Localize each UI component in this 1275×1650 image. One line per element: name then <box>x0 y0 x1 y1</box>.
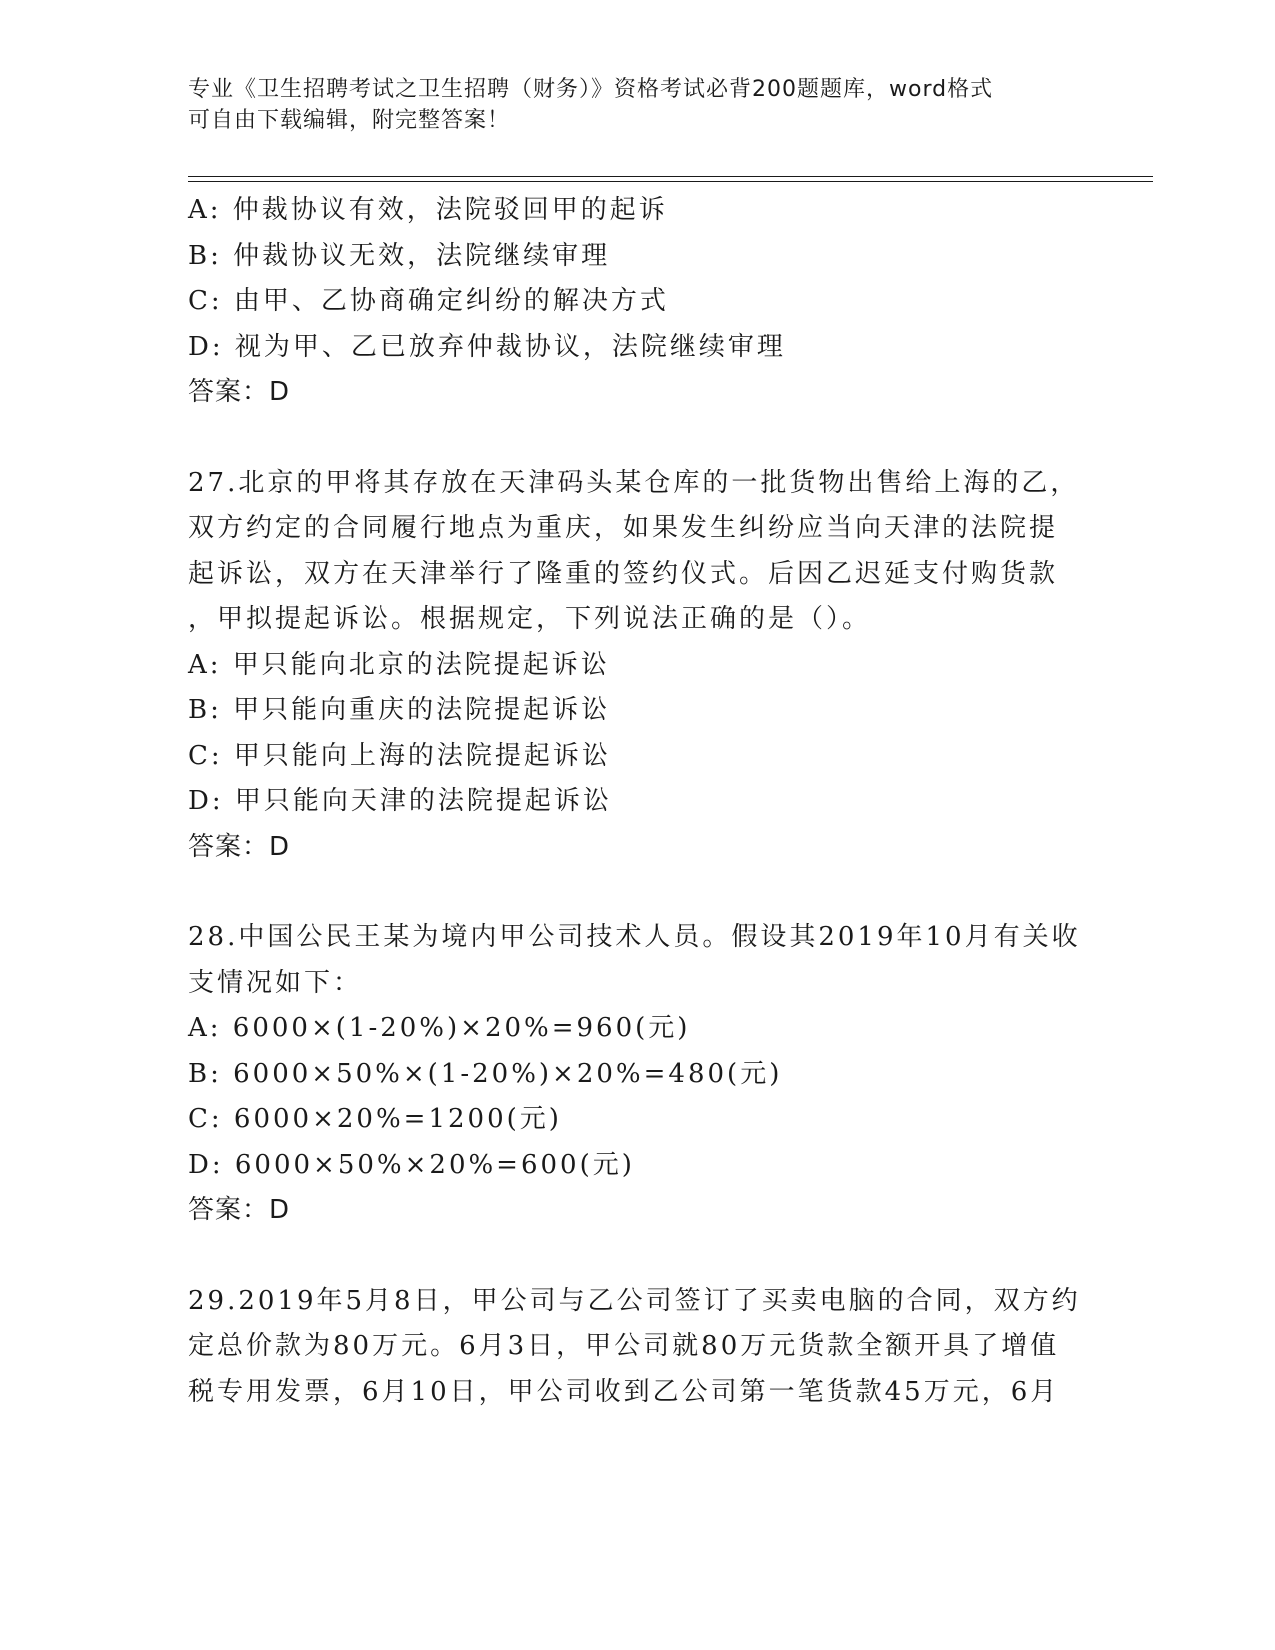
question-29-stem-line: 29.2019年5月8日，甲公司与乙公司签订了买卖电脑的合同，双方约 <box>188 1285 1081 1316</box>
question-27-stem-line: 起诉讼，双方在天津举行了隆重的签约仪式。后因乙迟延支付购货款 <box>188 558 1059 589</box>
question-27 <box>188 461 1088 825</box>
option-b: B: 6000×50%×(1-20%)×20%=480(元) <box>188 1058 783 1089</box>
option-c: C: 6000×20%=1200(元) <box>188 1104 562 1134</box>
question-27-stem-line: 27.北京的甲将其存放在天津码头某仓库的一批货物出售给上海的乙， <box>188 467 1080 498</box>
question-28-stem-line: 支情况如下： <box>188 967 363 998</box>
question-29 <box>188 1279 1088 1416</box>
header-divider-bottom <box>188 181 1153 182</box>
option-c: C: 甲只能向上海的法院提起诉讼 <box>188 740 611 771</box>
document-header <box>188 74 1088 136</box>
option-d: D: 甲只能向天津的法院提起诉讼 <box>188 786 612 816</box>
question-29-stem-line: 税专用发票，6月10日，甲公司收到乙公司第一笔货款45万元，6月 <box>188 1376 1060 1407</box>
question-29-stem-line: 定总价款为80万元。6月3日，甲公司就80万元货款全额开具了增值 <box>188 1331 1060 1361</box>
answer-28: 答案：D <box>188 1195 291 1225</box>
question-28-stem-line: 28.中国公民王某为境内甲公司技术人员。假设其2019年10月有关收 <box>188 922 1081 952</box>
option-a: A: 甲只能向北京的法院提起诉讼 <box>188 649 610 680</box>
option-c: C: 由甲、乙协商确定纠纷的解决方式 <box>188 286 669 316</box>
question-27-stem-line: ，甲拟提起诉讼。根据规定，下列说法正确的是（）。 <box>188 604 872 634</box>
question-28 <box>188 915 1088 1188</box>
question-26-options <box>188 188 1088 370</box>
spacer <box>188 870 1088 915</box>
spacer <box>188 1234 1088 1279</box>
option-b: B: 仲裁协议无效，法院继续审理 <box>188 240 611 271</box>
header-divider-top <box>188 176 1153 177</box>
option-b: B: 甲只能向重庆的法院提起诉讼 <box>188 695 611 725</box>
option-a: A: 仲裁协议有效，法院驳回甲的起诉 <box>188 195 668 225</box>
spacer <box>188 416 1088 461</box>
header-line-2: 可自由下载编辑，附完整答案！ <box>188 108 511 133</box>
header-line-1: 专业《卫生招聘考试之卫生招聘（财务）》资格考试必背200题题库，word格式 <box>188 77 994 102</box>
answer-27: 答案：D <box>188 831 291 862</box>
question-content <box>188 188 1088 1415</box>
answer-26: 答案：D <box>188 377 291 407</box>
option-d: D: 6000×50%×20%=600(元) <box>188 1149 635 1180</box>
option-d: D: 视为甲、乙已放弃仲裁协议，法院继续审理 <box>188 331 786 362</box>
question-27-stem-line: 双方约定的合同履行地点为重庆，如果发生纠纷应当向天津的法院提 <box>188 513 1059 543</box>
option-a: A: 6000×(1-20%)×20%=960(元) <box>188 1013 691 1043</box>
